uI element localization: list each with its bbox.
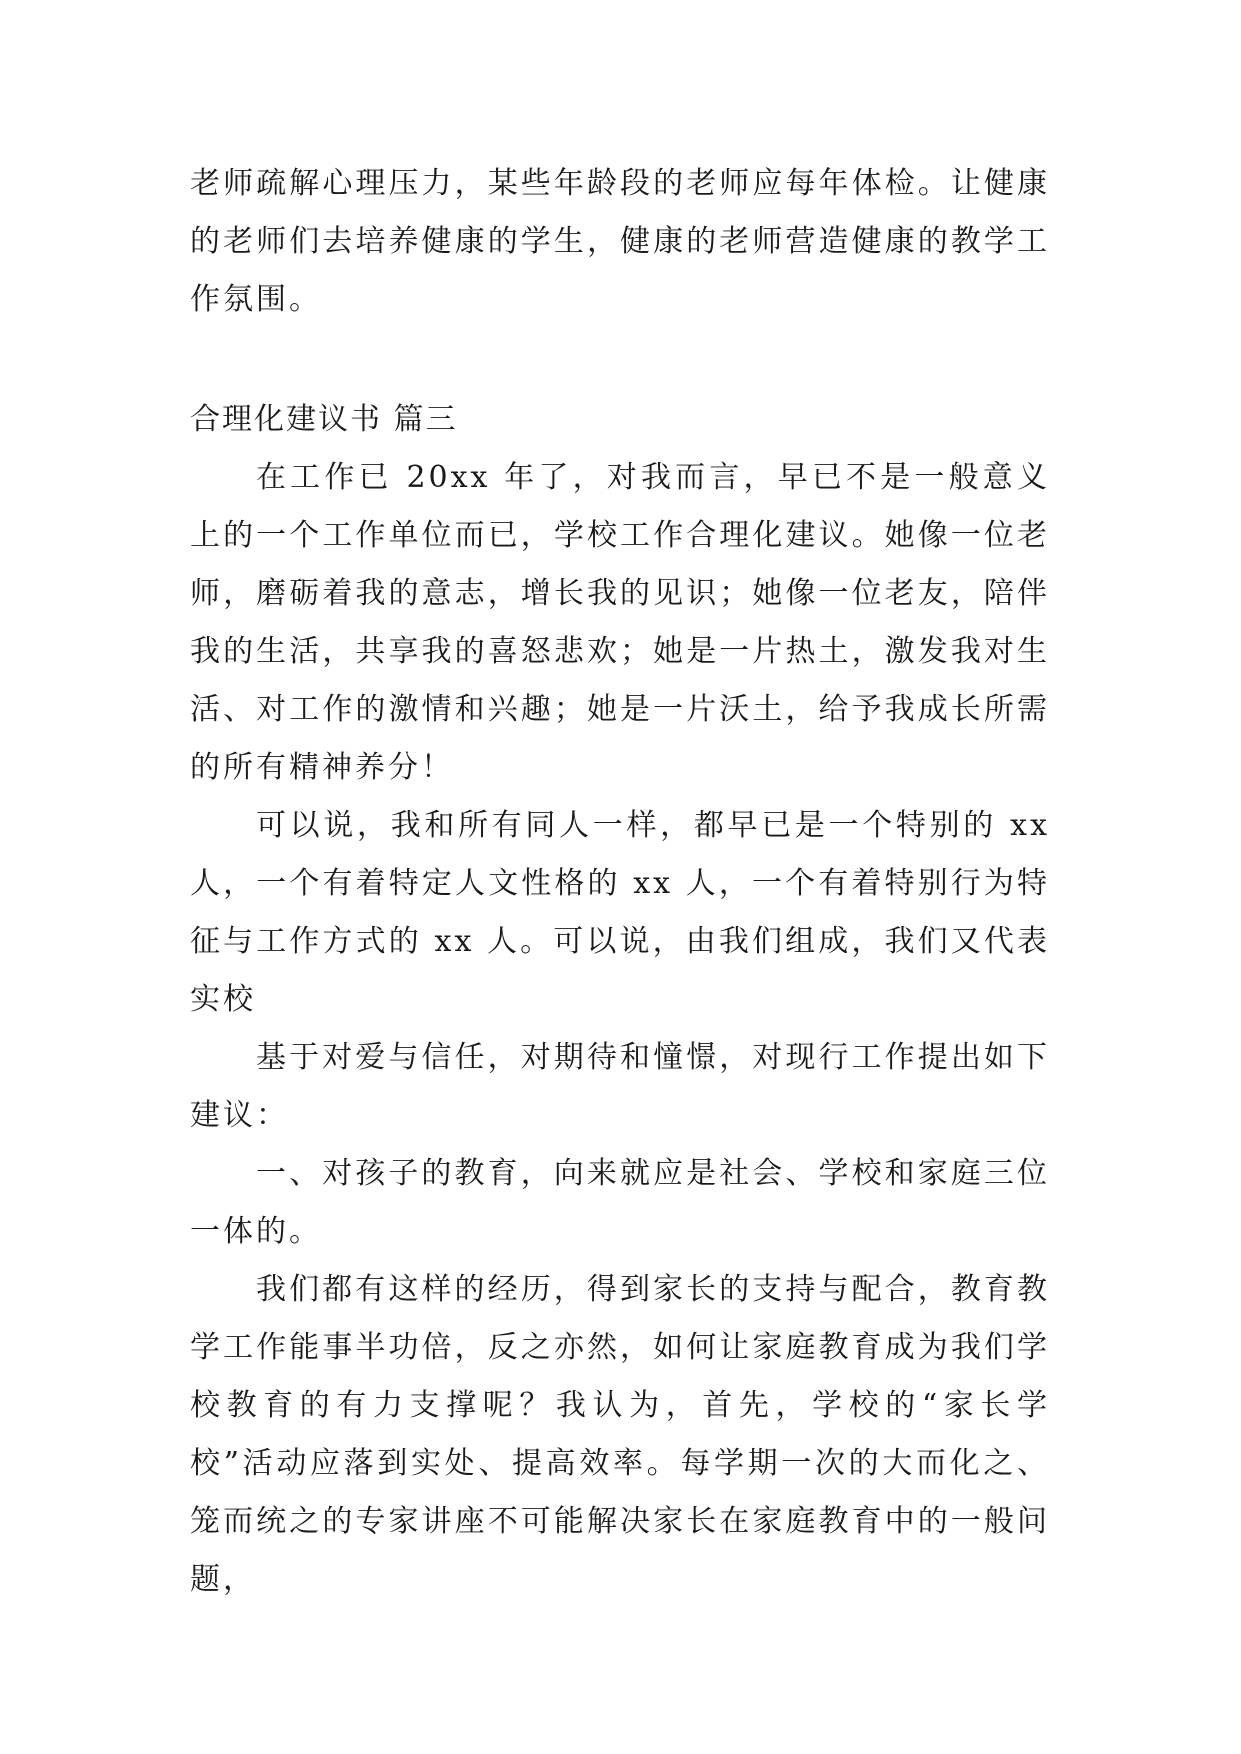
paragraph-proposal-lead: 基于对爱与信任，对期待和憧憬，对现行工作提出如下建议： [190,1040,1050,1133]
paragraph-intro: 在工作已 20xx 年了，对我而言，早已不是一般意义上的一个工作单位而已，学校工作合理化建议。她像一位老师，磨砺着我的意志，增长我的见识；她像一位老友，陪伴我的生活，共享我的喜怒悲欢；她是一片热土，激发我对生活、对工作的激情和兴趣；她是一片沃土，给予我成长所需的所有精神养分！ [190,460,1050,785]
document-body [190,155,1050,1609]
paragraph-continued: 老师疏解心理压力，某些年龄段的老师应每年体检。让健康的老师们去培养健康的学生，健康的老师营造健康的教学工作氛围。 [190,166,1050,317]
section-heading: 合理化建议书 篇三 [190,402,458,437]
paragraph-point-one: 一、对孩子的教育，向来就应是社会、学校和家庭三位一体的。 [190,1156,1050,1249]
paragraph-family-education: 我们都有这样的经历，得到家长的支持与配合，教育教学工作能事半功倍，反之亦然，如何让家庭教育成为我们学校教育的有力支撑呢？我认为，首先，学校的“家长学校”活动应落到实处、提高效率。每学期一次的大而化之、笼而统之的专家讲座不可能解决家长在家庭教育中的一般问题， [190,1272,1050,1597]
paragraph-identity: 可以说，我和所有同人一样，都早已是一个特别的 xx 人，一个有着特定人文性格的 xx 人，一个有着特别行为特征与工作方式的 xx 人。可以说，由我们组成，我们又代表实校 [190,808,1050,1017]
